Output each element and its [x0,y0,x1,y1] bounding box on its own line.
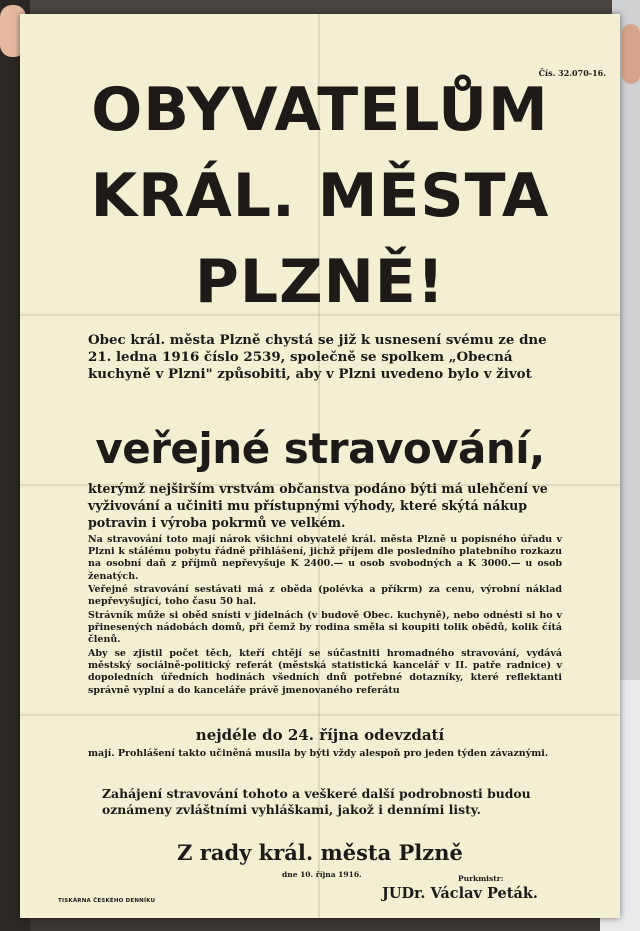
headline-line-2: KRÁL. MĚSTA [90,161,550,231]
council-signature-line: Z rady král. města Plzně [177,840,463,865]
poster [20,14,620,918]
mayor-title: Purkmistr: [458,874,504,883]
main-announcement-title: veřejné stravování, [95,424,545,473]
dining-options-paragraph: Strávník může si oběd snísti v jídelnách (v budově Obec. kuchyně), nebo odnésti si ho v přinesených nádobách domů, při čemž by rodina směla si koupiti tolik obědů, kolik čítá členů. [88,610,562,646]
headline-line-1: OBYVATELŮM [91,75,549,145]
intro-paragraph: Obec král. města Plzně chystá se již k usnesení svému ze dne 21. ledna 1916 číslo 2539, společně se spolkem „Obecná kuchyně v Plzni" způsobiti, aby v Plzni uvedeno bylo v život [88,332,547,382]
right-hand [622,24,640,84]
headline-line-3: PLZNĚ! [194,247,446,317]
deadline-line: nejdéle do 24. října odevzdatí [195,726,445,744]
printer-imprint: TISKÁRNA ČESKÉHO DENNÍKU [58,898,156,904]
eligibility-paragraph: Na stravování toto mají nárok všichni obyvatelé král. města Plzně u popisného úřadu v Plzni k stálému pobytu řádně přihlášení, jichž příjem dle posledního platebního rozkazu na osobní daň z příjmů nepřevyšuje K 2400.— u osob svobodných a K 3000.— u osob ženatých. [88,534,562,582]
meal-price-paragraph: Veřejné stravování sestávati má z oběda (polévka a příkrm) za cenu, výrobní náklad nepřevyšující, toho času 50 hal. [88,584,562,608]
mayor-signature: JUDr. Václav Peták. [382,885,538,902]
binding-declaration-paragraph: mají. Prohlášení takto učiněná musila by býti vždy alespoň pro jeden týden závaznými. [88,748,549,759]
reference-number: Čís. 32.070-16. [538,68,606,78]
start-notice-paragraph: Zahájení stravování tohoto a veškeré další podrobnosti budou oznámeny zvláštními vyhláškami, jakož i denními listy. [102,786,531,817]
fold-line-horizontal [20,714,620,716]
registration-paragraph: Aby se zjistil počet těch, kteří chtějí se súčastniti hromadného stravování, vydává městský sociálně-politický referát (městská statistická kancelář v II. patře radnice) v dopoledních úředních hodinách všedních dnů potřebné dotazníky, které reflektanti správně vyplní a do kanceláře právě jmenovaného referátu [88,648,562,696]
purpose-paragraph: kterýmž nejširším vrstvám občanstva podáno býti má ulehčení ve vyživování a učiniti mu přístupnými výhody, které skýtá nákup potravin i výroba pokrmů ve velkém. [88,481,548,530]
issue-date: dne 10. října 1916. [282,870,362,879]
